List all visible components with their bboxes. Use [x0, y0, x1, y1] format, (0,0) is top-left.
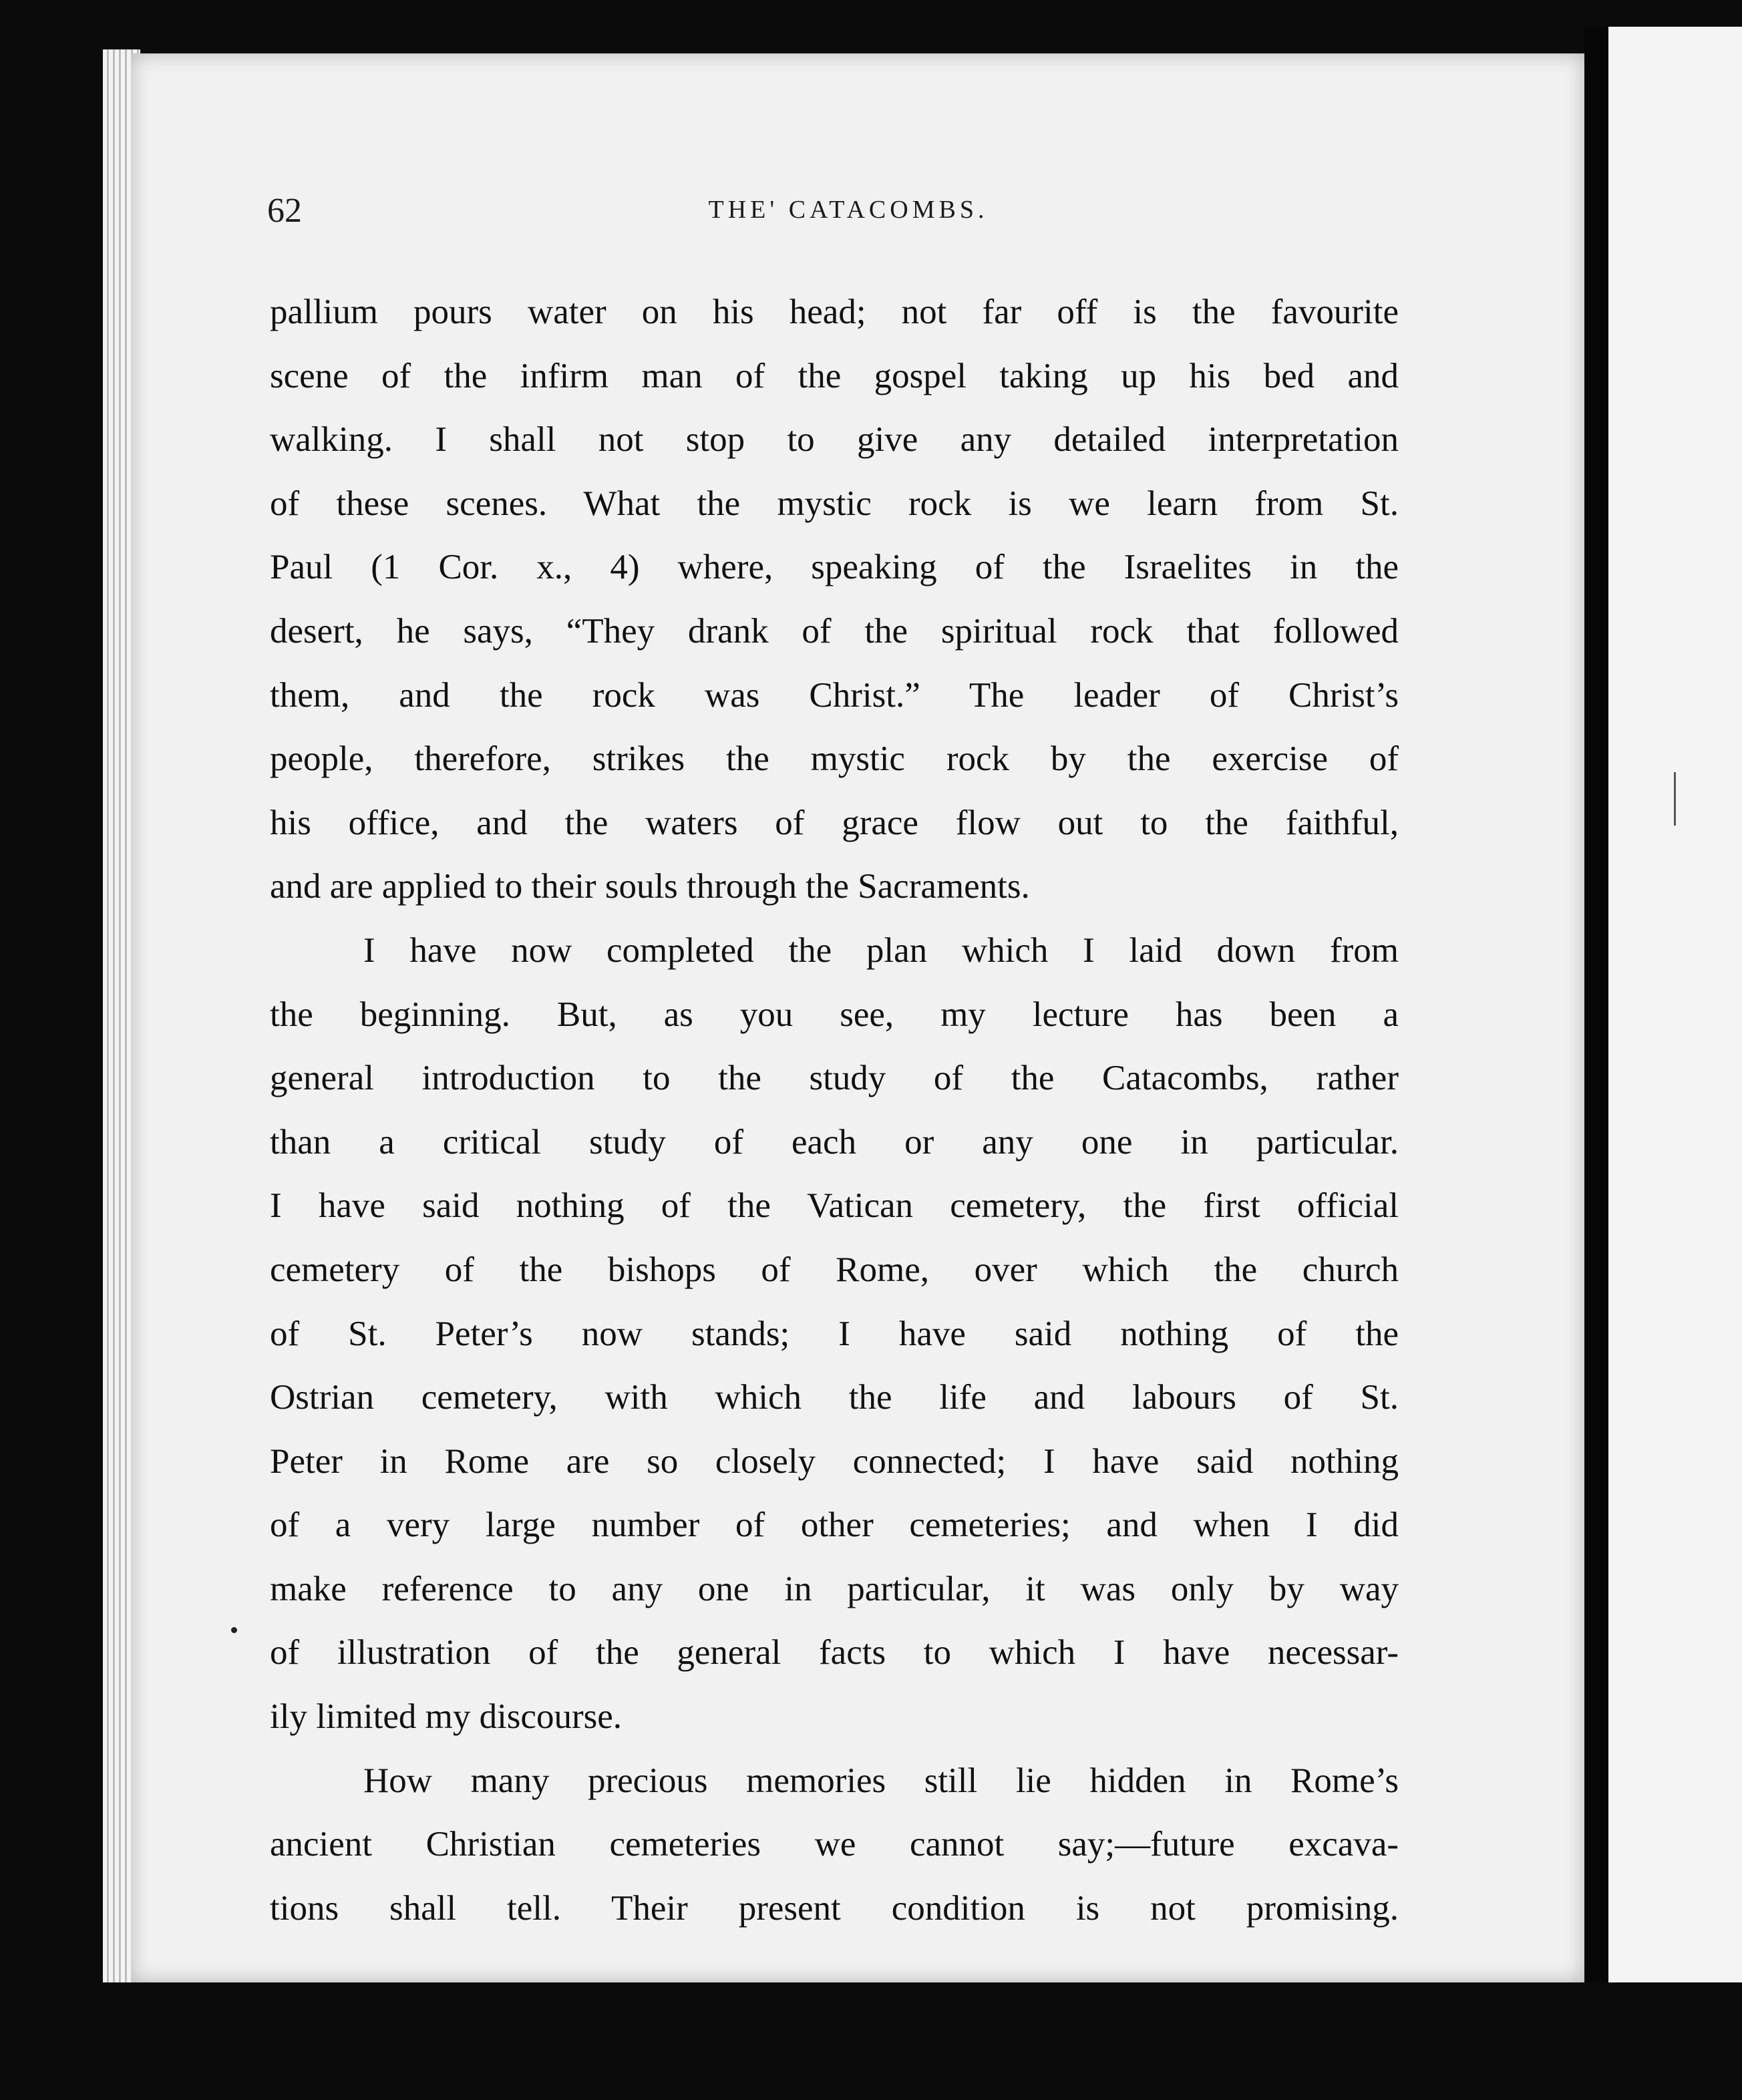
facing-page-mark [1674, 772, 1676, 826]
text-line: than a critical study of each or any one in particular. [270, 1122, 1399, 1162]
running-title: THE' CATACOMBS. [708, 196, 989, 224]
book-gutter [1584, 27, 1608, 2004]
text-line: of these scenes. What the mystic rock is we learn from St. [270, 484, 1399, 523]
page-header [267, 191, 1429, 231]
text-line: people, therefore, strikes the mystic rock by the exercise of [270, 739, 1399, 779]
text-line: pallium pours water on his head; not far off is the favourite [270, 293, 1399, 331]
text-line: I have now completed the plan which I laid down from [363, 930, 1399, 970]
ink-speck [231, 1627, 237, 1633]
text-line: How many precious memories still lie hidden in Rome’s [363, 1761, 1399, 1800]
text-line: cemetery of the bishops of Rome, over which the church [270, 1250, 1399, 1289]
text-line: and are applied to their souls through the Sacraments. [270, 867, 1030, 906]
text-line: I have said nothing of the Vatican cemetery, the first official [270, 1186, 1399, 1226]
text-line: ancient Christian cemeteries we cannot say;—future excava- [270, 1825, 1399, 1864]
text-line: tions shall tell. Their present condition is not promising. [270, 1888, 1399, 1928]
text-line: make reference to any one in particular, it was only by way [270, 1569, 1399, 1608]
text-line: Paul (1 Cor. x., 4) where, speaking of the Israelites in the [270, 548, 1399, 587]
text-line: his office, and the waters of grace flow out to the faithful, [270, 803, 1399, 842]
text-line: Ostrian cemetery, with which the life and labours of St. [270, 1378, 1399, 1417]
text-line: walking. I shall not stop to give any detailed interpretation [270, 420, 1399, 460]
body-text [270, 281, 1399, 1940]
text-line: ily limited my discourse. [270, 1697, 622, 1737]
scan-border [0, 1982, 1742, 2100]
text-line: scene of the infirm man of the gospel taking up his bed and [270, 356, 1399, 395]
text-line: the beginning. But, as you see, my lecture has been a [270, 995, 1399, 1034]
text-line: desert, he says, “They drank of the spiritual rock that followed [270, 611, 1399, 651]
text-line: of illustration of the general facts to which I have necessar- [270, 1633, 1399, 1673]
facing-page [1608, 27, 1742, 2004]
text-line: Peter in Rome are so closely connected; I have said nothing [270, 1441, 1399, 1481]
text-line: general introduction to the study of the Catacombs, rather [270, 1059, 1399, 1098]
page-number: 62 [267, 192, 302, 230]
text-line: them, and the rock was Christ.” The leader of Christ’s [270, 675, 1399, 715]
text-line: of a very large number of other cemeteries; and when I did [270, 1506, 1399, 1545]
text-line: of St. Peter’s now stands; I have said nothing of the [270, 1314, 1399, 1353]
